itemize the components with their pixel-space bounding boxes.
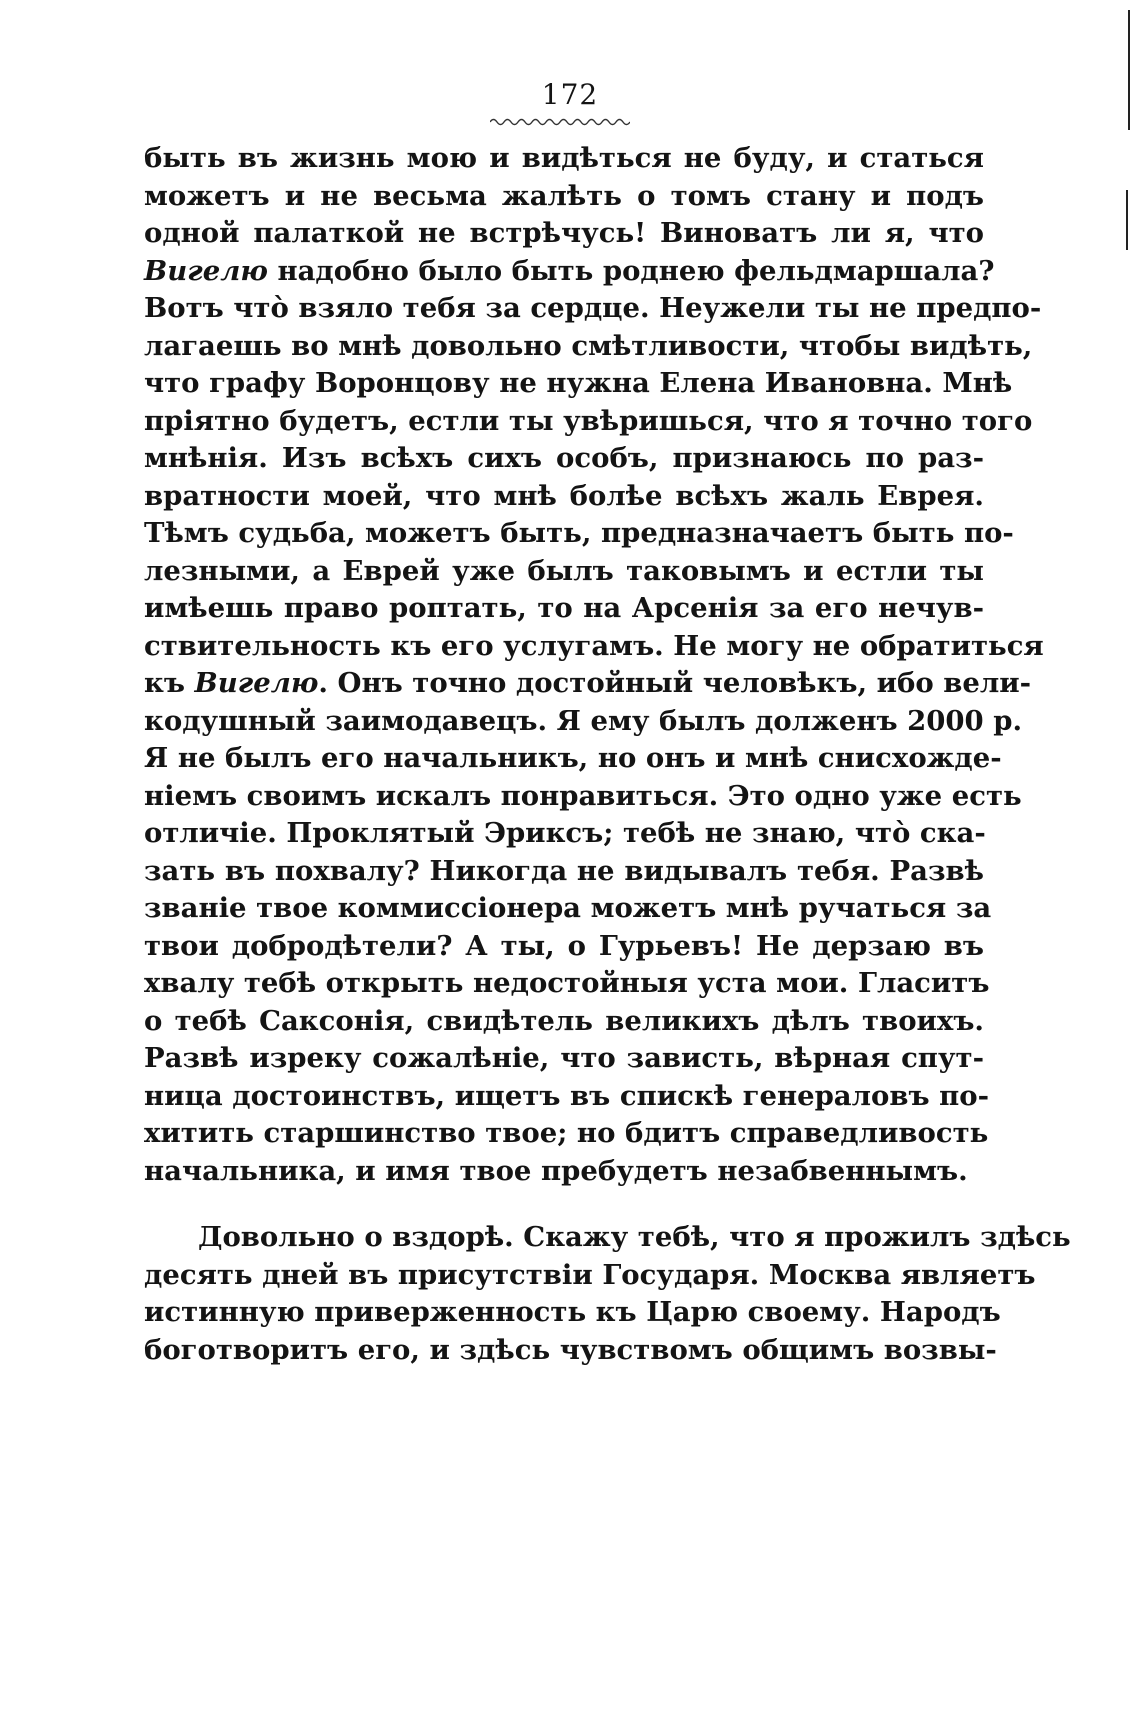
text-line: [144, 440, 984, 478]
text-line: [144, 1153, 984, 1191]
italic-name: Вигелю: [194, 667, 319, 699]
text-run: . Онъ точно достойный человѣкъ, ибо вели-: [318, 667, 1032, 699]
text-run: пріятно будетъ, естли ты увѣришься, что я точно того: [144, 404, 1033, 437]
text-run: о тебѣ Саксонія, свидѣтель великихъ дѣлъ твоихъ.: [144, 1004, 984, 1037]
text-line: [144, 665, 1032, 703]
text-run: званіе твое коммиссіонера можетъ мнѣ ручаться за: [144, 892, 992, 924]
text-run: лезными, а Еврей уже былъ таковымъ и естли ты: [144, 554, 984, 587]
text-run: быть въ жизнь мою и видѣться не буду, и статься: [144, 142, 984, 174]
text-run: ствительность къ его услугамъ. Не могу не обратиться: [144, 629, 1044, 662]
page-number: 172: [541, 78, 599, 111]
text-line: [144, 778, 1022, 816]
text-line: [144, 553, 984, 591]
text-line: [144, 328, 1033, 366]
text-line: [144, 178, 984, 216]
text-line: [144, 965, 990, 1003]
text-run: Тѣмъ судьба, можетъ быть, предназначаетъ быть по-: [144, 517, 1014, 549]
text-line: [144, 253, 995, 291]
text-line: [144, 740, 1002, 778]
text-line: [144, 365, 1013, 403]
text-line: [144, 1040, 984, 1078]
text-line: [144, 290, 1042, 328]
text-run: боготворитъ его, и здѣсь чувствомъ общимъ возвы-: [144, 1333, 997, 1366]
text-run: десять дней въ присутствіи Государя. Москва являетъ: [144, 1258, 1036, 1291]
text-line: [144, 1294, 1001, 1332]
text-line: [144, 1115, 989, 1153]
text-run: хитить старшинство твое; но бдитъ справедливость: [144, 1117, 989, 1149]
text-run: Развѣ изреку сожалѣніе, что зависть, вѣрная спут-: [144, 1042, 984, 1074]
text-line: [144, 853, 984, 891]
scan-edge-mark: [1126, 190, 1128, 250]
paragraph-1: [144, 140, 1044, 1190]
text-run: надобно было быть роднею фельдмаршала?: [267, 254, 995, 287]
text-line: [144, 1257, 1036, 1295]
text-run: вратности моей, что мнѣ болѣе всѣхъ жаль Еврея.: [144, 479, 984, 512]
text-line: [144, 515, 1014, 553]
text-run: ница достоинствъ, ищетъ въ спискѣ генераловъ по-: [144, 1079, 990, 1112]
text-run: Довольно о вздорѣ. Скажу тебѣ, что я прожилъ здѣсь: [198, 1221, 1071, 1253]
text-run: зать въ похвалу? Никогда не видывалъ тебя. Развѣ: [144, 854, 984, 887]
text-run: что графу Воронцову не нужна Елена Ивановна. Мнѣ: [144, 367, 1013, 399]
text-line: [144, 890, 992, 928]
text-run: хвалу тебѣ открыть недостойныя уста мои. Гласитъ: [144, 967, 990, 999]
text-line: [144, 628, 1044, 666]
text-line: [144, 1332, 997, 1370]
text-run: кодушный заимодавецъ. Я ему былъ долженъ 2000 р.: [144, 704, 1023, 737]
text-line: [144, 703, 1023, 741]
text-run: къ: [144, 667, 195, 699]
text-run: ніемъ своимъ искалъ понравиться. Это одно уже есть: [144, 779, 1022, 812]
text-line: [144, 403, 1033, 441]
text-line: [144, 140, 984, 178]
text-run: отличіе. Проклятый Эриксъ; тебѣ не знаю, что̀ ска-: [144, 817, 986, 849]
text-line: [144, 1219, 1071, 1257]
text-line: [144, 590, 984, 628]
text-run: можетъ и не весьма жалѣть о томъ стану и подъ: [144, 179, 984, 212]
text-line: [144, 815, 984, 853]
text-run: мнѣнія. Изъ всѣхъ сихъ особъ, признаюсь по раз-: [144, 442, 984, 474]
text-line: [144, 928, 984, 966]
text-run: твои добродѣтели? А ты, о Гурьевъ! Не дерзаю въ: [144, 929, 984, 962]
scan-edge-mark: [1128, 10, 1130, 130]
text-line: [144, 478, 984, 516]
page-number-ornament: [490, 116, 630, 126]
text-run: начальника, и имя твое пребудетъ незабвеннымъ.: [144, 1154, 968, 1187]
text-run: Вотъ что̀ взяло тебя за сердце. Неужели ты не предпо-: [144, 292, 1042, 324]
paragraph-2: [144, 1219, 1071, 1369]
italic-name: Вигелю: [144, 254, 268, 287]
text-run: Я не былъ его начальникъ, но онъ и мнѣ снисхожде-: [144, 742, 1002, 774]
text-run: истинную приверженность къ Царю своему. Народъ: [144, 1296, 1001, 1328]
text-line: [144, 1078, 990, 1116]
text-line: [144, 1003, 984, 1041]
text-run: имѣешь право роптать, то на Арсенія за его нечув-: [144, 592, 984, 624]
text-run: лагаешь во мнѣ довольно смѣтливости, чтобы видѣть,: [144, 329, 1033, 362]
text-run: одной палаткой не встрѣчусь! Виноватъ ли я, что: [144, 217, 984, 249]
text-line: [144, 215, 984, 253]
